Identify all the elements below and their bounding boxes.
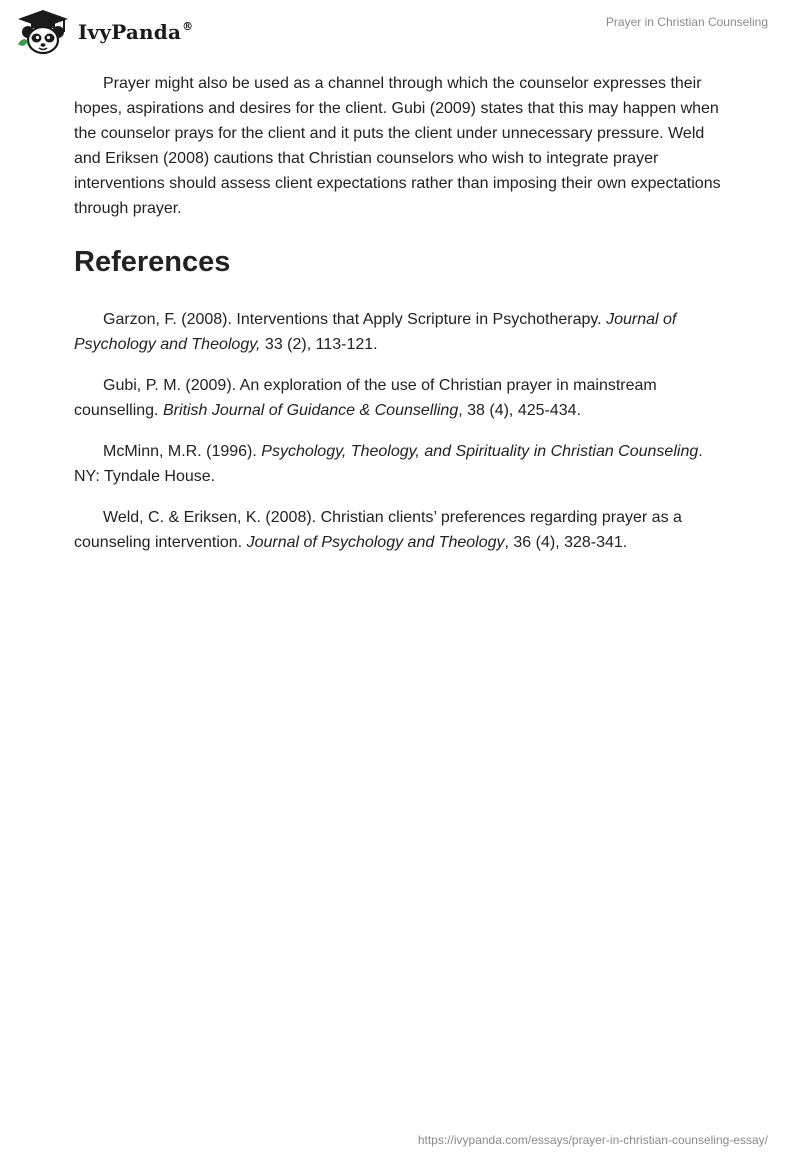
reference-text: Gubi, P. M. (2009). An exploration of the use of Christian prayer in mainstream counselling. — [74, 377, 657, 419]
reference-list — [74, 307, 724, 555]
reference-item — [74, 505, 724, 555]
logo-wordmark — [78, 20, 193, 44]
running-title: Prayer in Christian Counseling — [605, 15, 768, 29]
reference-item — [74, 373, 724, 423]
reference-text: Weld, C. & Eriksen, K. (2008). Christian clients’ preferences regarding prayer as a counseling intervention. — [74, 509, 682, 551]
document-body — [74, 71, 724, 571]
panda-graduate-icon — [14, 8, 72, 56]
reference-source: Journal of Psychology and Theology, — [74, 311, 677, 353]
reference-item — [74, 439, 724, 489]
reference-details: . NY: Tyndale House. — [74, 443, 703, 485]
reference-item — [74, 307, 724, 357]
reference-source: Psychology, Theology, and Spirituality in Christian Counseling — [261, 443, 699, 460]
reference-details: 33 (2), 113-121. — [260, 336, 378, 353]
registered-mark: ® — [182, 20, 194, 33]
reference-text: Garzon, F. (2008). Interventions that Apply Scripture in Psychotherapy. — [103, 311, 607, 328]
reference-source: Journal of Psychology and Theology — [246, 534, 505, 551]
reference-text: McMinn, M.R. (1996). — [103, 443, 262, 460]
logo-name: IvyPanda — [78, 20, 182, 44]
reference-source: British Journal of Guidance & Counselling — [162, 402, 459, 419]
reference-details: , 36 (4), 328-341. — [504, 534, 628, 551]
body-paragraph: Prayer might also be used as a channel through which the counselor expresses their hopes, aspirations and desires for the client. Gubi (2009) states that this may happen when the counselor prays for the client and it puts the client under unnecessary pressure. Weld and Eriksen (2008) cautions that Christian counselors who wish to integrate prayer interventions should assess client expectations rather than imposing their own expectations through prayer. — [74, 75, 721, 217]
reference-details: , 38 (4), 425-434. — [458, 402, 581, 419]
source-url-link[interactable]: https://ivypanda.com/essays/prayer-in-christian-counseling-essay/ — [417, 1133, 768, 1147]
ivypanda-logo[interactable] — [14, 8, 193, 56]
references-heading: References — [74, 246, 231, 278]
